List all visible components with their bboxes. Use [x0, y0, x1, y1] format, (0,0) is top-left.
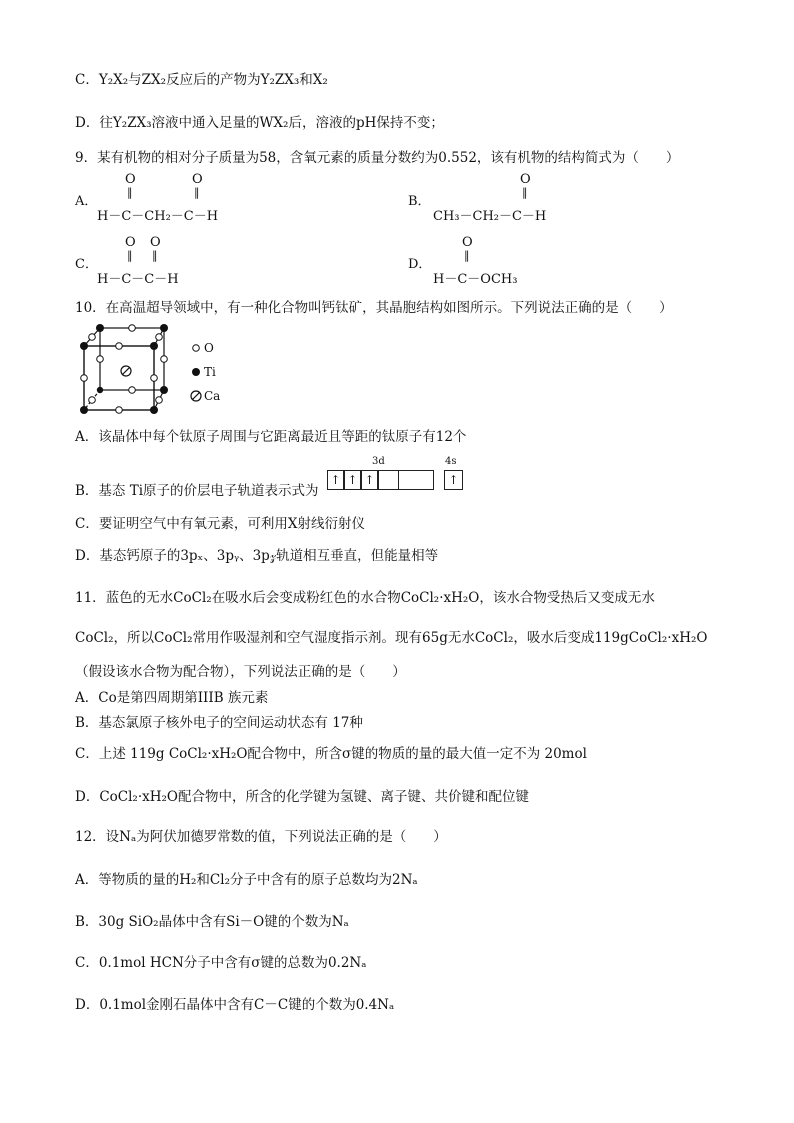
- legend-ti-label: Ti: [204, 365, 216, 379]
- ca-atom: [121, 366, 131, 376]
- q9-c-oxygen-2: O: [150, 235, 161, 250]
- diagram-legend: [191, 345, 201, 401]
- q9-stem: 9．某有机物的相对分子质量为58，含氧元素的质量分数约为0.552，该有机物的结构简式为（ ）: [75, 150, 680, 166]
- q9-option-b: [408, 172, 588, 222]
- q9-d-chain: H－C－OCH₃: [433, 272, 518, 287]
- orbital-3d-box-3: ↑: [361, 470, 378, 490]
- orbital-4s-box-1: ↑: [444, 470, 463, 490]
- q9-option-b-label: B．: [408, 194, 431, 209]
- legend-ca-label: Ca: [204, 389, 221, 403]
- q8-option-c: C．Y₂X₂与ZX₂反应后的产物为Y₂ZX₃和X₂: [75, 72, 328, 88]
- q11-stem-line-3: （假设该水合物为配合物），下列说法正确的是（ ）: [75, 664, 406, 680]
- q9-option-d-label: D．: [408, 257, 432, 272]
- q9-option-d: [408, 235, 588, 287]
- orbital-3d-box-5: [398, 470, 434, 490]
- q9-b-double-bond: ‖: [522, 186, 528, 199]
- q11-option-a: A．Co是第四周期第IIIB 族元素: [75, 690, 269, 706]
- q9-option-c-label: C．: [75, 257, 98, 272]
- q9-a-chain: H－C－CH₂－C－H: [97, 209, 219, 224]
- q9-a-double-bond-2: ‖: [194, 186, 200, 199]
- q9-option-a-label: A．: [75, 194, 98, 209]
- q12-option-a: A．等物质的量的H₂和Cl₂分子中含有的原子总数均为2Nₐ: [75, 872, 418, 888]
- q9-a-double-bond-1: ‖: [127, 186, 133, 199]
- orbital-3d-box-1: ↑: [327, 470, 344, 490]
- q9-c-double-bond-1: ‖: [127, 249, 133, 262]
- q9-option-c: [75, 235, 255, 285]
- q9-d-double-bond: ‖: [464, 249, 470, 262]
- q9-d-oxygen: O: [462, 235, 473, 250]
- q8-option-d: D．往Y₂ZX₃溶液中通入足量的WX₂后，溶液的pH保持不变；: [75, 115, 444, 131]
- q9-c-chain: H－C－C－H: [97, 272, 179, 287]
- q9-b-chain: CH₃－CH₂－C－H: [433, 209, 547, 224]
- q9-c-double-bond-2: ‖: [152, 249, 158, 262]
- orbital-3d-box-4: [378, 470, 399, 490]
- q12-option-d: D．0.1mol金刚石晶体中含有C－C键的个数为0.4Nₐ: [75, 997, 395, 1013]
- q10-option-a: A．该晶体中每个钛原子周围与它距离最近且等距的钛原子有12个: [75, 429, 467, 445]
- q12-option-b: B．30g SiO₂晶体中含有Si－O键的个数为Nₐ: [75, 914, 349, 930]
- q10-option-d: D．基态钙原子的3pₓ、3pᵧ、3p𝓏轨道相互垂直，但能量相等: [75, 548, 439, 564]
- q9-a-oxygen-2: O: [192, 172, 203, 187]
- q11-stem-line-1: 11．蓝色的无水CoCl₂在吸水后会变成粉红色的水合物CoCl₂·xH₂O，该水合物受热后又变成无水: [75, 590, 655, 606]
- orbital-3d-label: 3d: [372, 456, 385, 467]
- orbital-4s-label: 4s: [445, 456, 457, 467]
- orbital-3d-box-2: ↑: [344, 470, 361, 490]
- q10-option-c: C．要证明空气中有氧元素，可利用X射线衍射仪: [75, 516, 365, 532]
- legend-o-label: O: [204, 341, 214, 355]
- q11-stem-line-2: CoCl₂，所以CoCl₂常用作吸湿剂和空气湿度指示剂。现有65g无水CoCl₂，吸水后变成119gCoCl₂·xH₂O: [75, 630, 708, 646]
- q12-option-c: C．0.1mol HCN分子中含有σ键的总数为0.2Nₐ: [75, 955, 367, 971]
- q11-option-b: B．基态氯原子核外电子的空间运动状态有 17种: [75, 715, 363, 731]
- q10-stem: 10．在高温超导领域中，有一种化合物叫钙钛矿，其晶胞结构如图所示。下列说法正确的是（ ）: [75, 300, 673, 316]
- q12-stem: 12．设Nₐ为阿伏加德罗常数的值，下列说法正确的是（ ）: [75, 829, 447, 845]
- q11-option-c: C．上述 119g CoCl₂·xH₂O配合物中，所含σ键的物质的量的最大值一定不为 20mol: [75, 746, 587, 762]
- q9-option-a: [75, 172, 255, 222]
- q10-option-b: B．基态 Ti原子的价层电子轨道表示式为: [75, 483, 319, 499]
- q11-option-d: D．CoCl₂·xH₂O配合物中，所含的化学键为氢键、离子键、共价键和配位键: [75, 789, 529, 805]
- q9-a-oxygen-1: O: [125, 172, 136, 187]
- q9-b-oxygen: O: [520, 172, 531, 187]
- q9-c-oxygen-1: O: [125, 235, 136, 250]
